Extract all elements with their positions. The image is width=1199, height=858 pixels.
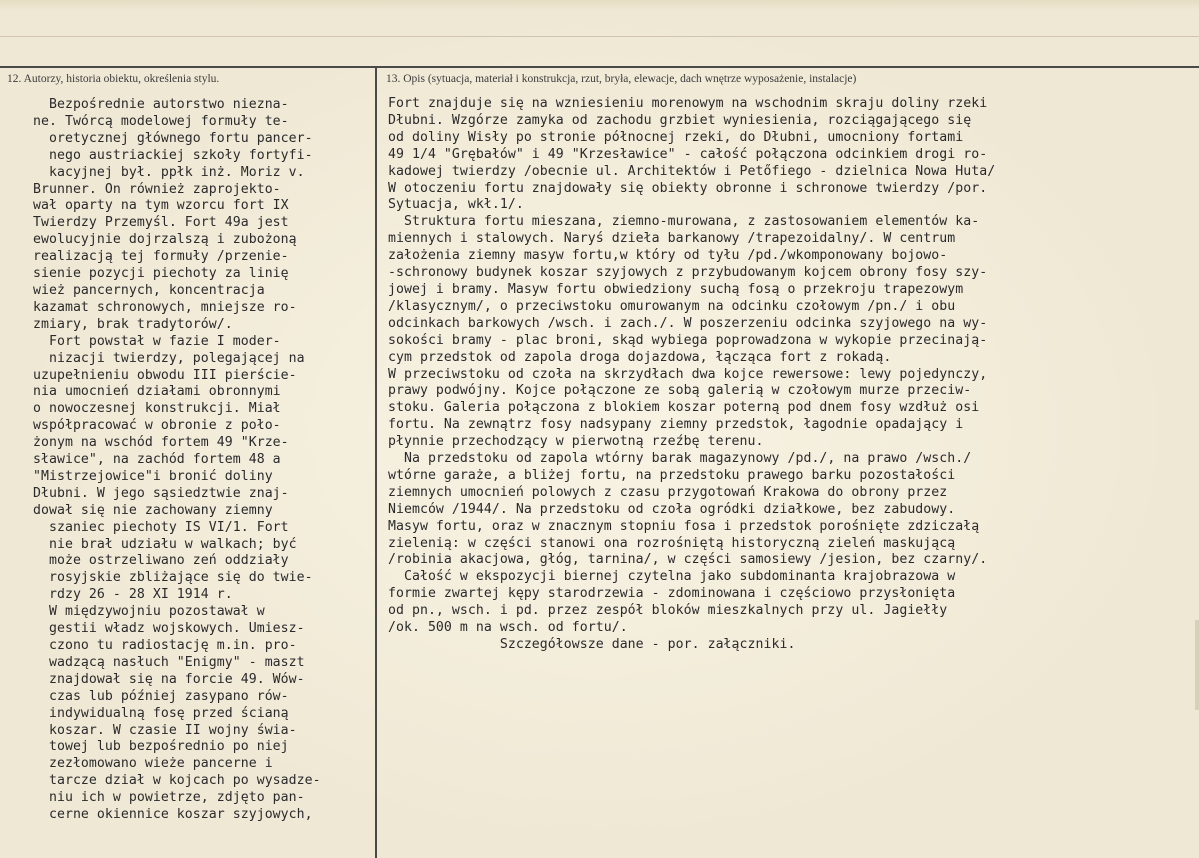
- section-13-label: 13. Opis (sytuacja, materiał i konstrukcja, rzut, bryła, elewacje, dach wnętrze wyposażenie, instalacje): [386, 73, 857, 85]
- right-line: płynnie przechodzący w pierwotną rzeźbę terenu.: [388, 434, 764, 450]
- right-line: od doliny Wisły po stronie północnej rzeki, do Dłubni, umocniony fortami: [388, 129, 964, 145]
- left-line: "Mistrzejowice"i bronić doliny: [33, 468, 273, 484]
- right-line: Fort znajduje się na wzniesieniu morenowym na wschodnim skraju doliny rzeki: [388, 96, 988, 111]
- right-line: jowej i bramy. Masyw fortu obwiedziony suchą fosą o przekroju trapezowym: [388, 281, 964, 297]
- right-line: -schronowy budynek koszar szyjowych z przybudowanym kojcem obrony fosy szy-: [388, 265, 988, 281]
- left-line: nego austriackiej szkoły fortyfi-: [33, 147, 313, 163]
- left-line: o nowoczesnej konstrukcji. Miał: [33, 401, 281, 417]
- right-line: Całość w ekspozycji biernej czytelna jako subdominanta krajobrazowa w: [388, 569, 956, 585]
- left-line: sławice", na zachód fortem 48 a: [33, 452, 281, 468]
- left-line: dował się nie zachowany ziemny: [33, 502, 273, 518]
- right-line: kadowej twierdzy /obecnie ul. Architektów i Petőfiego - dzielnica Nowa Huta/: [388, 163, 996, 179]
- left-line: koszar. W czasie II wojny świa-: [33, 722, 297, 738]
- left-line: czas lub później zasypano rów-: [33, 688, 289, 704]
- section-12-label: 12. Autorzy, historia obiektu, określenia stylu.: [7, 73, 220, 85]
- right-line: założenia ziemny masyw fortu,w który od tyłu /pd./wkomponowany bojowo-: [388, 248, 948, 264]
- left-line: kacyjnej był. ppłk inż. Moriz v.: [33, 164, 305, 180]
- right-line: ziemnych umocnień polowych z czasu przygotowań Krakowa do obrony przez: [388, 484, 948, 500]
- left-line: wież pancernych, koncentracja: [33, 282, 265, 298]
- left-line: ewolucyjnie dojrzalszą i zubożoną: [33, 232, 297, 248]
- right-line: wtórne garaże, a bliżej fortu, na przedstoku prawego barku pozostałości: [388, 467, 956, 483]
- left-line: towej lub bezpośrednio po niej: [33, 739, 289, 755]
- left-line: cerne okiennice koszar szyjowych,: [33, 807, 313, 823]
- left-line: może ostrzeliwano zeń oddziały: [33, 553, 289, 569]
- column-divider: [375, 67, 377, 858]
- left-line: czono tu radiostację m.in. pro-: [33, 638, 297, 653]
- right-line: Struktura fortu mieszana, ziemno-murowana, z zastosowaniem elementów ka-: [388, 214, 980, 230]
- right-line: Niemców /1944/. Na przedstoku od czoła ogródki działkowe, bez zabudowy.: [388, 501, 956, 517]
- left-line: kazamat schronowych, mniejsze ro-: [33, 299, 297, 315]
- right-line: od pn., wsch. i pd. przez zespół bloków mieszkalnych przy ul. Jagiełły: [388, 603, 948, 619]
- left-line: sienie pozycji piechoty za linię: [33, 266, 289, 282]
- right-line: fortu. Na zewnątrz fosy nadsypany ziemny przedstok, łagodnie opadający i: [388, 417, 964, 433]
- left-line: Twierdzy Przemyśl. Fort 49a jest: [33, 215, 289, 231]
- left-line: gestii władz wojskowych. Umiesz-: [33, 621, 305, 637]
- left-line: tarcze dział w kojcach po wysadze-: [33, 773, 321, 789]
- left-line: niu ich w powietrze, zdjęto pan-: [33, 790, 305, 806]
- left-line: Bezpośrednie autorstwo niezna-: [33, 97, 289, 112]
- left-line: współpracować w obronie z poło-: [33, 418, 281, 434]
- right-line: Dłubni. Wzgórze zamyka od zachodu grzbiet wyniesienia, rozciągającego się: [388, 112, 972, 128]
- right-edge-shadow: [1195, 620, 1199, 710]
- left-line: uzupełnieniu obwodu III pierście-: [33, 367, 297, 383]
- left-line: nizacji twierdzy, polegającej na: [33, 350, 305, 366]
- right-line: formie zwartej kępy starodrzewia - zdominowana i częściowo przysłonięta: [388, 586, 956, 602]
- right-line: Na przedstoku od zapola wtórny barak magazynowy /pd./, na prawo /wsch./: [388, 451, 972, 467]
- left-line: nie brał udziału w walkach; być: [33, 536, 297, 552]
- left-line: wadzącą nasłuch "Enigmy" - maszt: [33, 654, 305, 670]
- left-line: wał oparty na tym wzorcu fort IX: [33, 198, 289, 214]
- left-line: żonym na wschód fortem 49 "Krze-: [33, 435, 289, 451]
- header-divider: [0, 66, 1199, 68]
- right-line: W otoczeniu fortu znajdowały się obiekty obronne i schronowe twierdzy /por.: [388, 180, 988, 196]
- faint-header-rule: [0, 36, 1199, 37]
- left-line: szaniec piechoty IS VI/1. Fort: [33, 519, 289, 535]
- left-line: oretycznej głównego fortu pancer-: [33, 130, 313, 146]
- section-12-text: [33, 97, 321, 824]
- left-line: W międzywojniu pozostawał w: [33, 604, 265, 620]
- right-line: odcinkach barkowych /wsch. i zach./. W poszerzeniu odcinka szyjowego na wy-: [388, 315, 988, 331]
- left-line: zezłomowano wieże pancerne i: [33, 756, 273, 772]
- left-line: nia umocnień działami obronnymi: [33, 384, 281, 400]
- right-line: W przeciwstoku od czoła na skrzydłach dwa kojce rewersowe: lewy pojedynczy,: [388, 366, 988, 382]
- right-line: Sytuacja, wkł.1/.: [388, 197, 524, 213]
- left-line: znajdował się na forcie 49. Wów-: [33, 671, 305, 687]
- right-line: /ok. 500 m na wsch. od fortu/.: [388, 620, 628, 636]
- left-line: indywidualną fosę przed ścianą: [33, 705, 289, 721]
- right-line: Masyw fortu, oraz w znacznym stopniu fosa i przedstok porośnięte zdziczałą: [388, 518, 980, 534]
- left-line: rosyjskie zbliżające się do twie-: [33, 570, 313, 586]
- right-line: /klasycznym/, o przeciwstoku omurowanym na odcinku czołowym /pn./ i obu: [388, 298, 956, 314]
- card-top-edge: [0, 0, 1199, 10]
- right-line: stoku. Galeria połączona z blokiem koszar poterną pod dnem fosy wzdłuż osi: [388, 400, 980, 416]
- right-line: zielenią: w części stanowi ona rozrośniętą historyczną zieleń maskującą: [388, 535, 956, 551]
- right-line: cym przedstok od zapola droga dojazdowa, łącząca fort z rokadą.: [388, 349, 892, 365]
- left-line: Brunner. On również zaprojekto-: [33, 181, 281, 197]
- right-line: Szczegółowsze dane - por. załączniki.: [388, 637, 796, 652]
- left-line: Fort powstał w fazie I moder-: [33, 333, 281, 349]
- left-line: rdzy 26 - 28 XI 1914 r.: [33, 587, 233, 603]
- right-line: /robinia akacjowa, głóg, tarnina/, w części samosiewy /jesion, bez czarny/.: [388, 552, 988, 568]
- section-13-text: [388, 96, 995, 654]
- right-line: 49 1/4 "Grębałów" i 49 "Krzesławice" - całość połączona odcinkiem drogi ro-: [388, 146, 988, 162]
- right-line: prawy podwójny. Kojce połączone ze sobą galerią w czołowym murze przeciw-: [388, 383, 972, 399]
- right-line: miennych i stalowych. Naryś dzieła barkanowy /trapezoidalny/. W centrum: [388, 231, 956, 247]
- left-line: Dłubni. W jego sąsiedztwie znaj-: [33, 485, 289, 501]
- left-line: realizacją tej formuły /przenie-: [33, 249, 289, 265]
- left-line: ne. Twórcą modelowej formuły te-: [33, 113, 289, 129]
- left-line: zmiary, brak tradytorów/.: [33, 316, 233, 332]
- right-line: sokości bramy - plac broni, skąd wybiega poprowadzona w wykopie przecinają-: [388, 332, 988, 348]
